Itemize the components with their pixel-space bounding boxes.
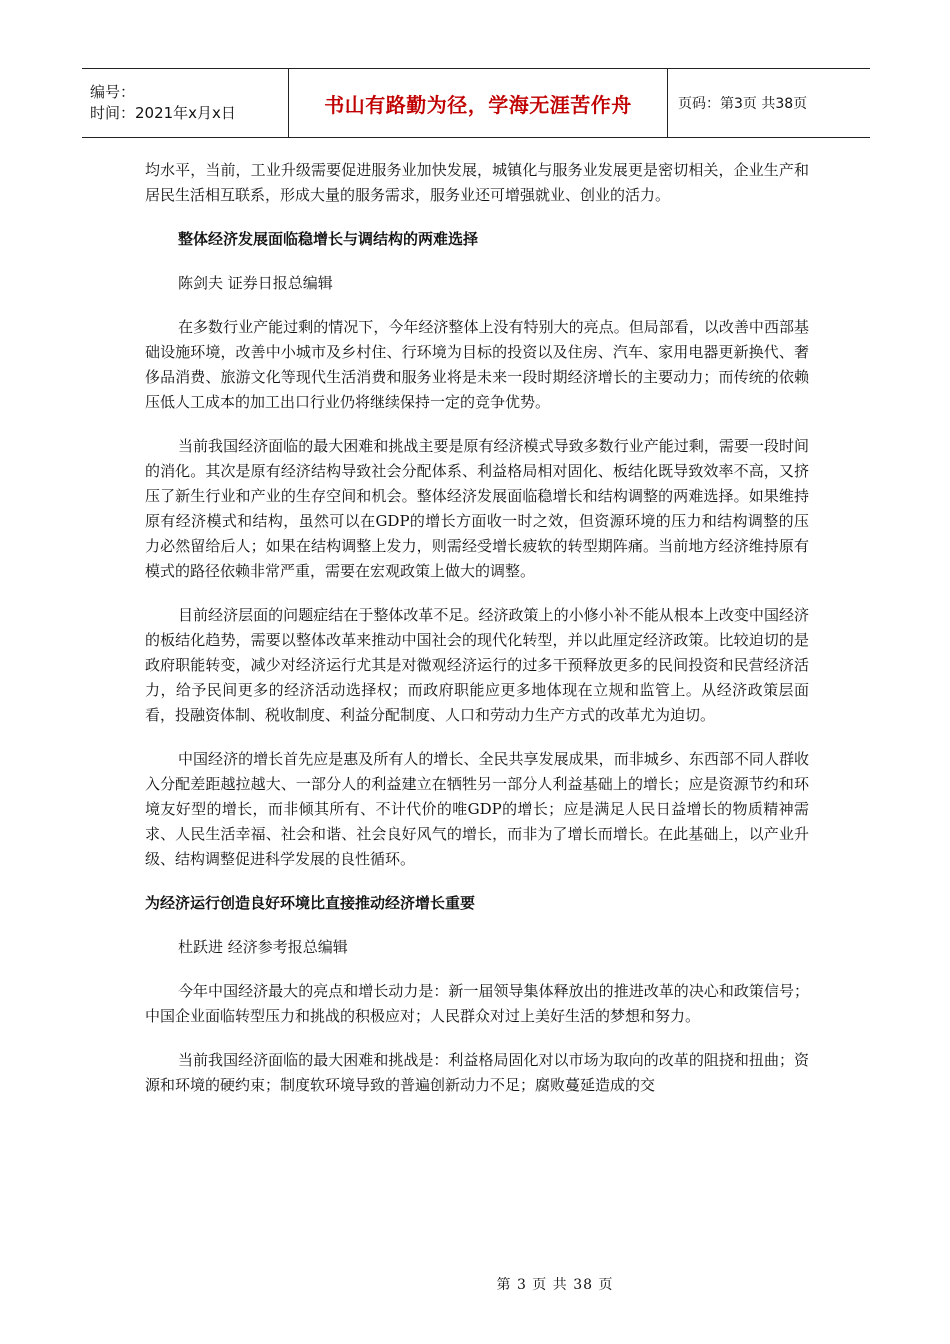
paragraph: 当前我国经济面临的最大困难和挑战是：利益格局固化对以市场为取向的改革的阻挠和扭曲；资源和环境的硬约束；制度软环境导致的普遍创新动力不足；腐败蔓延造成的交: [145, 1051, 809, 1094]
paragraph: 在多数行业产能过剩的情况下，今年经济整体上没有特别大的亮点。但局部看，以改善中西部基础设施环境，改善中小城市及乡村住、行环境为目标的投资以及住房、汽车、家用电器更新换代、奢侈品消费、旅游文化等现代生活消费和服务业将是未来一段时期经济增长的主要动力；而传统的依赖压低人工成本的加工出口行业仍将继续保持一定的竞争优势。: [145, 318, 809, 411]
page-info-text: 页码：第3页 共38页: [678, 96, 808, 112]
paragraph: 今年中国经济最大的亮点和增长动力是：新一届领导集体释放出的推进改革的决心和政策信号；中国企业面临转型压力和挑战的积极应对；人民群众对过上美好生活的梦想和努力。: [145, 982, 809, 1025]
section-heading: 整体经济发展面临稳增长与调结构的两难选择: [178, 230, 479, 248]
header-motto: [289, 69, 668, 137]
footer-page-number: 第 3 页 共 38 页: [496, 1277, 614, 1293]
author-line: 陈剑夫 证券日报总编辑: [178, 274, 333, 292]
paragraph: 中国经济的增长首先应是惠及所有人的增长、全民共享发展成果，而非城乡、东西部不同人群收入分配差距越拉越大、一部分人的利益建立在牺牲另一部分人利益基础上的增长；应是资源节约和环境友好型的增长，而非倾其所有、不计代价的唯GDP的增长；应是满足人民日益增长的物质精神需求、人民生活幸福、社会和谐、社会良好风气的增长，而非为了增长而增长。在此基础上，以产业升级、结构调整促进科学发展的良性循环。: [145, 750, 809, 868]
paragraph: 当前我国经济面临的最大困难和挑战主要是原有经济模式导致多数行业产能过剩，需要一段时间的消化。其次是原有经济结构导致社会分配体系、利益格局相对固化、板结化既导致效率不高，又挤压了新生行业和产业的生存空间和机会。整体经济发展面临稳增长和结构调整的两难选择。如果维持原有经济模式和结构，虽然可以在GDP的增长方面收一时之效，但资源环境的压力和结构调整的压力必然留给后人；如果在结构调整上发力，则需经受增长疲软的转型期阵痛。当前地方经济维持原有模式的路径依赖非常严重，需要在宏观政策上做大的调整。: [145, 437, 809, 580]
paragraph: 目前经济层面的问题症结在于整体改革不足。经济政策上的小修小补不能从根本上改变中国经济的板结化趋势，需要以整体改革来推动中国社会的现代化转型，并以此厘定经济政策。比较迫切的是政府职能转变，减少对经济运行尤其是对微观经济运行的过多干预释放更多的民间投资和民营经济活力，给予民间更多的经济活动选择权；而政府职能应更多地体现在立规和监管上。从经济政策层面看，投融资体制、税收制度、利益分配制度、人口和劳动力生产方式的改革尤为迫切。: [145, 606, 809, 724]
header-meta: [82, 69, 289, 137]
author-line: 杜跃进 经济参考报总编辑: [178, 938, 348, 956]
motto-text: 书山有路勤为径，学海无涯苦作舟: [324, 92, 632, 117]
document-body: [145, 158, 809, 1098]
number-label: 编号：: [90, 83, 136, 101]
paragraph: 均水平，当前，工业升级需要促进服务业加快发展，城镇化与服务业发展更是密切相关，企业生产和居民生活相互联系，形成大量的服务需求，服务业还可增强就业、创业的活力。: [145, 161, 809, 204]
header-page-info: [668, 69, 870, 137]
page-footer: [0, 1274, 950, 1294]
section-heading: 为经济运行创造良好环境比直接推动经济增长重要: [145, 894, 476, 912]
page-header: [82, 68, 870, 138]
date-label: 时间：2021年x月x日: [90, 104, 236, 122]
